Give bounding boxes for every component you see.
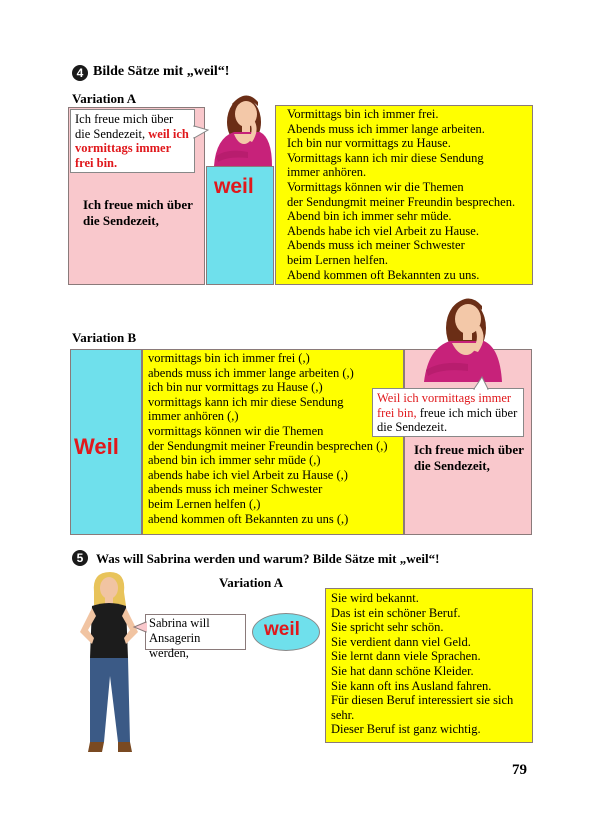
variation-a-label: Variation A xyxy=(72,91,137,106)
list-item: Sie wird bekannt. xyxy=(331,591,419,605)
variation-b-label: Variation B xyxy=(72,330,137,345)
sentence-list-task5 xyxy=(331,591,513,737)
list-item: Abends habe ich viel Arbeit zu Hause. xyxy=(287,223,479,238)
sabrina-standing-image xyxy=(68,566,148,758)
list-item: sehr. xyxy=(331,707,355,722)
bubble-b-red: Weil ich vormittags immer frei bin, xyxy=(377,391,512,420)
list-item: Abend bin ich immer sehr müde. xyxy=(287,209,452,224)
list-item: vormittags bin ich immer frei (,) xyxy=(148,351,310,365)
speech-bubble-a xyxy=(70,109,195,173)
list-item: abends muss ich meiner Schwester xyxy=(148,482,323,497)
list-item: ich bin nur vormittags zu Hause (,) xyxy=(148,380,323,395)
list-item: vormittags können wir die Themen xyxy=(148,423,324,438)
list-item: abends habe ich viel Arbeit zu Hause (,) xyxy=(148,467,348,482)
task5-title: Was will Sabrina werden und warum? Bilde Sätze mit „weil“! xyxy=(96,551,440,566)
list-item: Vormittags bin ich immer frei. xyxy=(287,107,439,121)
bubble-b-tail xyxy=(470,376,492,390)
woman-thinking-image-a xyxy=(208,86,274,166)
list-item: abend kommen oft Bekannten zu uns (,) xyxy=(148,511,349,526)
list-item: Sie hat dann schöne Kleider. xyxy=(331,663,474,678)
list-item: immer anhören. xyxy=(287,165,367,180)
sentence-list-b xyxy=(148,351,388,526)
connector-weil-a: weil xyxy=(214,175,254,198)
bubble-task5-tail xyxy=(132,620,148,636)
main-clause-a: Ich freue mich über die Sendezeit, xyxy=(83,197,193,228)
list-item: Sie lernt dann viele Sprachen. xyxy=(331,649,481,664)
list-item: Sie verdient dann viel Geld. xyxy=(331,634,471,649)
list-item: der Sendungmit meiner Freundin besprechen. xyxy=(287,194,516,209)
connector-weil-task5: weil xyxy=(264,619,300,640)
list-item: Abends muss ich immer lange arbeiten. xyxy=(287,121,485,136)
list-item: abend bin ich immer sehr müde (,) xyxy=(148,453,321,468)
list-item: beim Lernen helfen. xyxy=(287,252,388,267)
main-clause-b: Ich freue mich über die Sendezeit, xyxy=(414,442,524,473)
sentence-list-a xyxy=(287,107,515,282)
list-item: beim Lernen helfen (,) xyxy=(148,496,261,511)
task-number-4: 4 xyxy=(72,65,88,81)
bubble-b-plain: freue ich mich über die Sendezeit. xyxy=(377,405,518,434)
list-item: Vormittags können wir die Themen xyxy=(287,179,464,194)
speech-bubble-b xyxy=(372,388,524,437)
list-item: Ich bin nur vormittags zu Hause. xyxy=(287,136,451,151)
list-item: der Sendungmit meiner Freundin besprechen (,) xyxy=(148,438,388,453)
task-number-5: 5 xyxy=(72,550,88,566)
variation-a-label-task5: Variation A xyxy=(219,575,284,590)
list-item: Das ist ein schöner Beruf. xyxy=(331,605,461,620)
bubble-a-plain: Ich freue mich über die Sendezeit, xyxy=(75,112,174,141)
woman-thinking-image-b xyxy=(420,288,506,382)
list-item: immer anhören (,) xyxy=(148,409,239,424)
bubble-a-tail xyxy=(190,124,210,144)
bubble-a-red: weil ich vormittags immer frei bin. xyxy=(75,126,189,170)
list-item: Dieser Beruf ist ganz wichtig. xyxy=(331,722,481,737)
page-number: 79 xyxy=(512,762,527,778)
list-item: Vormittags kann ich mir diese Sendung xyxy=(287,150,484,165)
list-item: Für diesen Beruf interessiert sie sich xyxy=(331,693,514,708)
connector-weil-b: Weil xyxy=(74,434,119,459)
task4-title: Bilde Sätze mit „weil“! xyxy=(93,64,230,79)
list-item: Abends muss ich meiner Schwester xyxy=(287,238,465,253)
list-item: abends muss ich immer lange arbeiten (,) xyxy=(148,365,354,380)
list-item: Abend kommen oft Bekannten zu uns. xyxy=(287,267,480,282)
list-item: Sie spricht sehr schön. xyxy=(331,620,444,635)
speech-bubble-task5: Sabrina will Ansagerin werden, xyxy=(145,614,246,650)
list-item: vormittags kann ich mir diese Sendung xyxy=(148,394,344,409)
list-item: Sie kann oft ins Ausland fahren. xyxy=(331,678,492,693)
